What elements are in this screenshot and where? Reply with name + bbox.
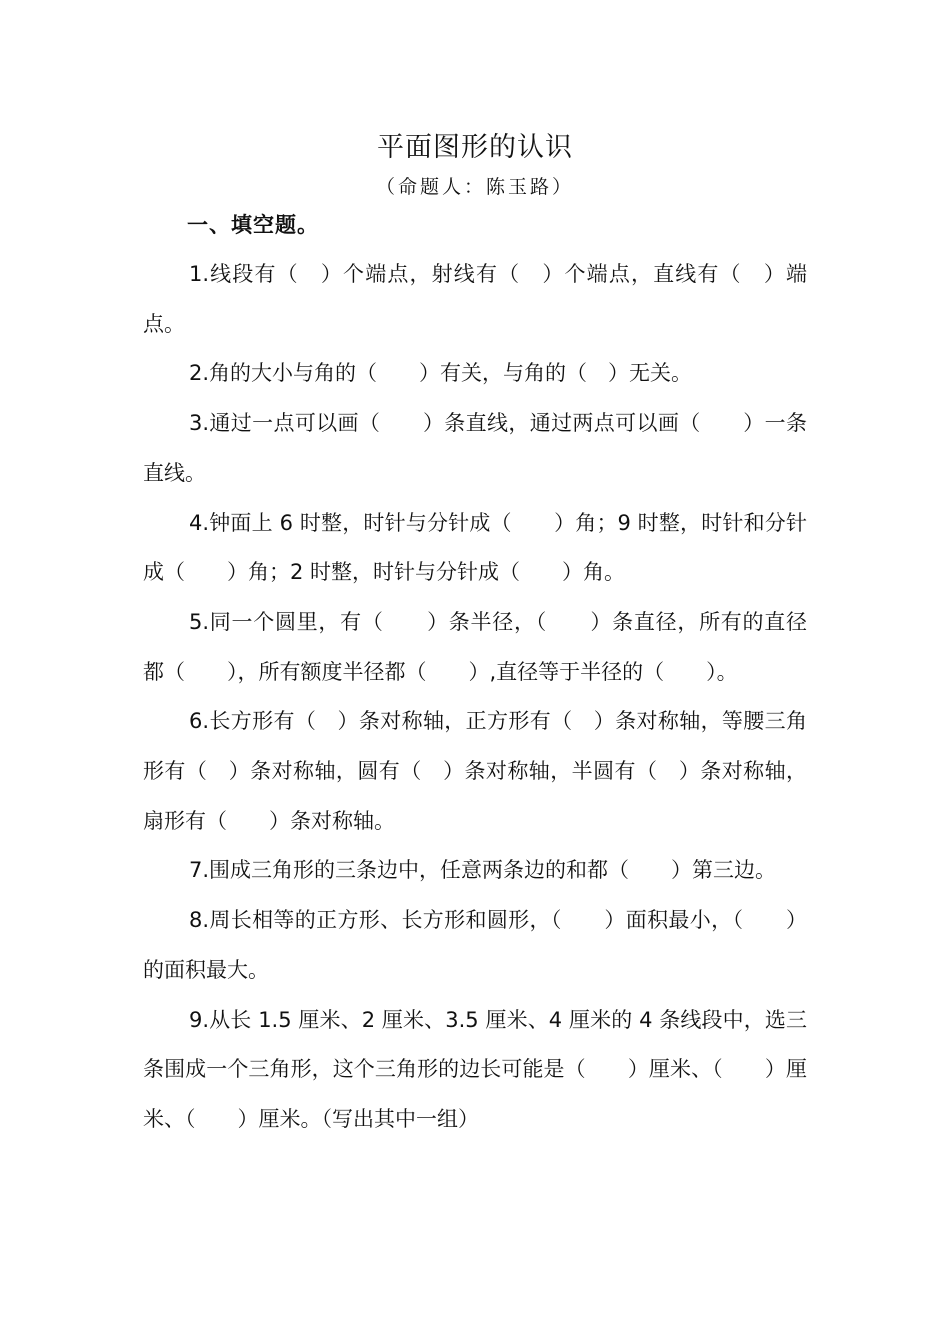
question-7: 7.围成三角形的三条边中，任意两条边的和都（ ）第三边。 <box>189 858 777 883</box>
question-8: 8.周长相等的正方形、长方形和圆形，（ ）面积最小，（ ）的面积最大。 <box>143 908 807 982</box>
question-9: 9.从长 1.5 厘米、2 厘米、3.5 厘米、4 厘米的 4 条线段中，选三条围成一个三角形，这个三角形的边长可能是（ ）厘米、（ ）厘米、（ ）厘米。（写出其中一组） <box>143 1007 807 1131</box>
section-heading: 一、填空题。 <box>187 213 319 237</box>
question-4: 4.钟面上 6 时整，时针与分针成（ ）角；9 时整，时针和分针成（ ）角；2 时整，时针与分针成（ ）角。 <box>143 510 807 585</box>
author-line: （命题人：陈玉路） <box>375 176 574 198</box>
question-5: 5.同一个圆里，有（ ）条半径，（ ）条直径，所有的直径都（ ），所有额度半径都（ ）,直径等于半径的（ ）。 <box>143 609 807 684</box>
question-list <box>143 250 807 1145</box>
question-1: 1.线段有（ ）个端点，射线有（ ）个端点，直线有（ ）端点。 <box>143 262 807 336</box>
question-6: 6.长方形有（ ）条对称轴，正方形有（ ）条对称轴，等腰三角形有（ ）条对称轴，圆有（ ）条对称轴，半圆有（ ）条对称轴，扇形有（ ）条对称轴。 <box>143 709 807 833</box>
page-title: 平面图形的认识 <box>377 132 573 163</box>
question-2: 2.角的大小与角的（ ）有关，与角的（ ）无关。 <box>189 361 693 386</box>
question-3: 3.通过一点可以画（ ）条直线，通过两点可以画（ ）一条直线。 <box>143 411 807 485</box>
